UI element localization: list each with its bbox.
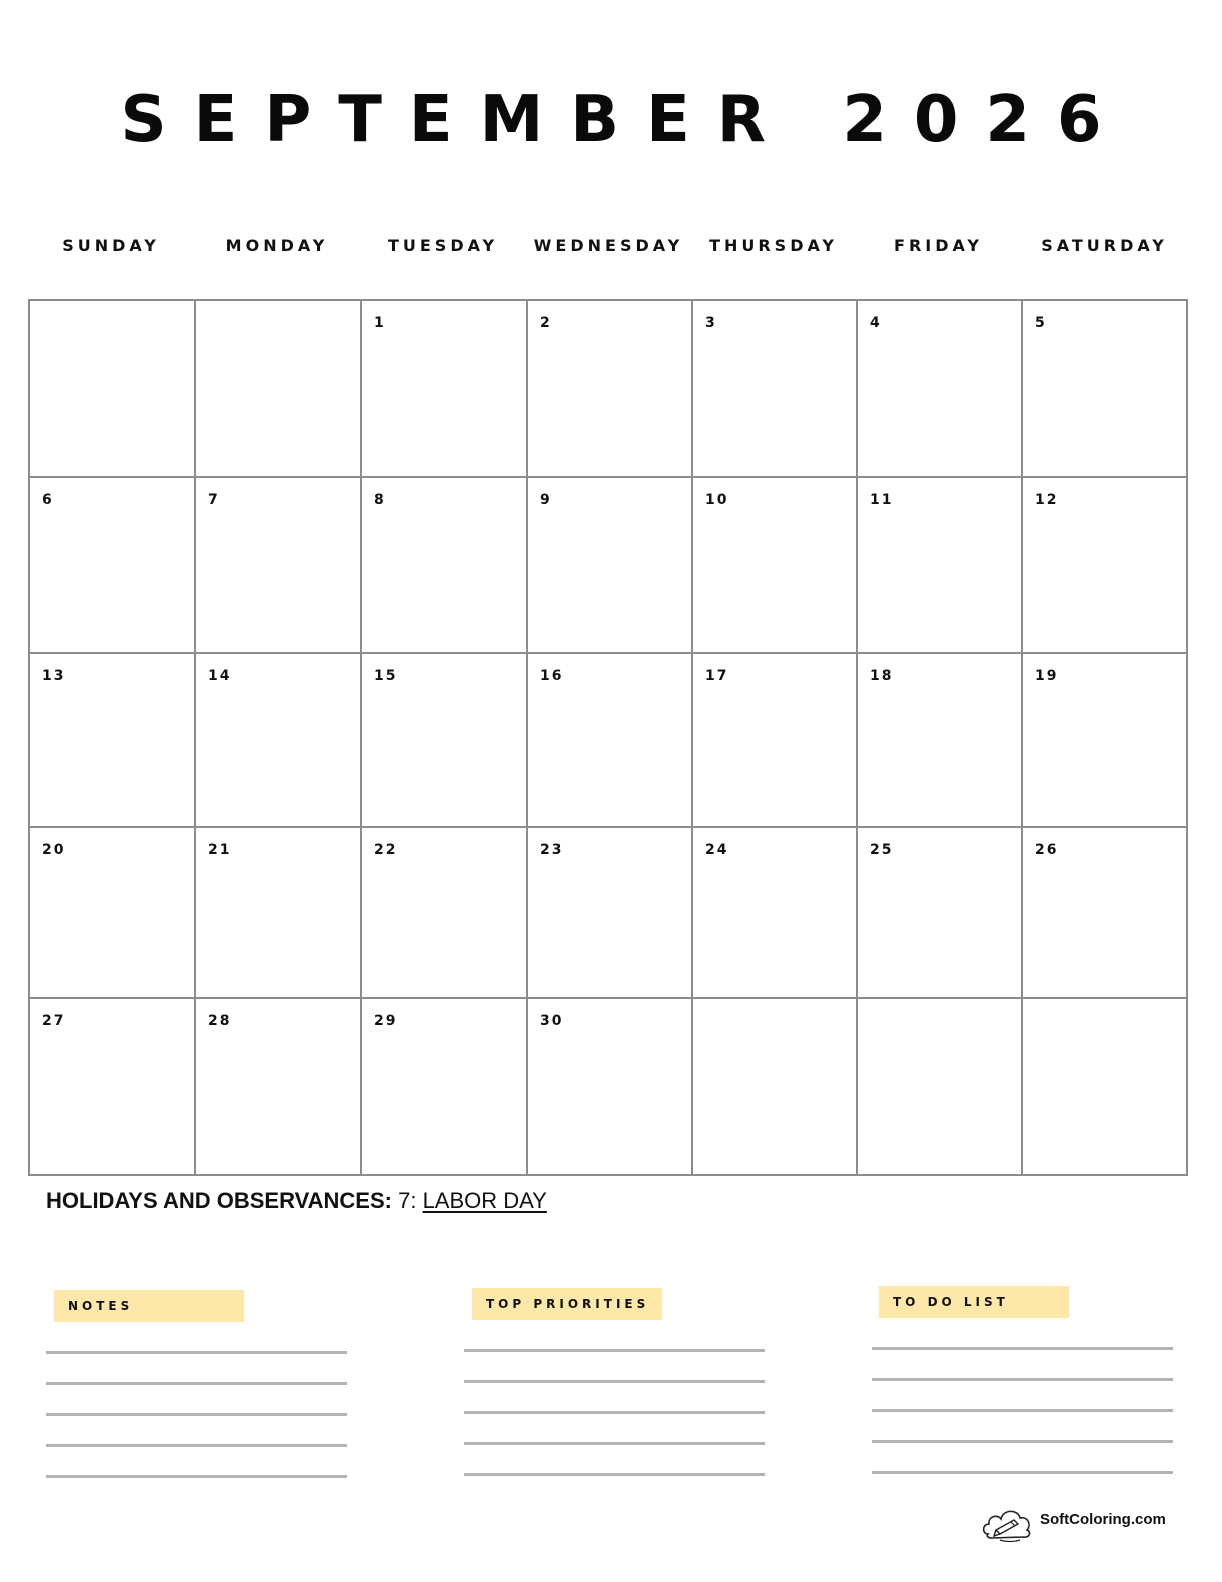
day-cell xyxy=(1023,654,1190,828)
brand-name: SoftColoring.com xyxy=(1040,1511,1166,1528)
day-number: 11 xyxy=(870,492,894,508)
writing-line xyxy=(46,1413,347,1416)
day-number: 30 xyxy=(540,1013,564,1029)
day-number: 9 xyxy=(540,492,552,508)
day-number: 14 xyxy=(208,668,232,684)
holiday-name: LABOR DAY xyxy=(422,1188,547,1213)
day-cell xyxy=(30,654,196,828)
notes-tag: NOTES xyxy=(54,1290,244,1322)
day-number: 18 xyxy=(870,668,894,684)
weekday-monday: MONDAY xyxy=(225,236,329,255)
day-number: 24 xyxy=(705,842,729,858)
holidays-label: HOLIDAYS AND OBSERVANCES: xyxy=(46,1188,392,1213)
writing-line xyxy=(464,1411,765,1414)
writing-line xyxy=(46,1444,347,1447)
brand-logo xyxy=(980,1498,1180,1546)
day-number: 6 xyxy=(42,492,54,508)
day-cell xyxy=(858,478,1023,654)
day-cell xyxy=(528,828,693,999)
day-number: 5 xyxy=(1035,315,1047,331)
day-cell xyxy=(362,301,528,478)
day-cell xyxy=(858,301,1023,478)
writing-line xyxy=(872,1347,1173,1350)
day-cell xyxy=(528,301,693,478)
day-cell xyxy=(693,999,858,1178)
day-number: 23 xyxy=(540,842,564,858)
day-number: 22 xyxy=(374,842,398,858)
day-number: 17 xyxy=(705,668,729,684)
day-number: 7 xyxy=(208,492,220,508)
day-cell xyxy=(196,999,362,1178)
writing-line xyxy=(46,1475,347,1478)
calendar-title: SEPTEMBER 2026 xyxy=(120,83,1129,157)
day-number: 27 xyxy=(42,1013,66,1029)
day-number: 20 xyxy=(42,842,66,858)
writing-line xyxy=(464,1473,765,1476)
day-number: 3 xyxy=(705,315,717,331)
holiday-date: 7: xyxy=(398,1188,417,1213)
top-priorities-tag: TOP PRIORITIES xyxy=(472,1288,662,1320)
day-cell xyxy=(362,999,528,1178)
weekday-header xyxy=(28,234,1188,258)
day-number: 4 xyxy=(870,315,882,331)
day-cell xyxy=(528,999,693,1178)
day-cell xyxy=(196,654,362,828)
day-number: 26 xyxy=(1035,842,1059,858)
day-cell xyxy=(528,478,693,654)
writing-line xyxy=(872,1471,1173,1474)
to-do-list-tag: TO DO LIST xyxy=(879,1286,1069,1318)
day-cell xyxy=(693,478,858,654)
day-cell xyxy=(693,301,858,478)
writing-line xyxy=(46,1382,347,1385)
day-cell xyxy=(1023,828,1190,999)
weekday-tuesday: TUESDAY xyxy=(387,236,499,255)
writing-line xyxy=(464,1349,765,1352)
weekday-sunday: SUNDAY xyxy=(62,236,160,255)
writing-line xyxy=(872,1409,1173,1412)
weekday-wednesday: WEDNESDAY xyxy=(533,236,684,255)
day-cell xyxy=(858,999,1023,1178)
day-cell xyxy=(30,478,196,654)
day-number: 2 xyxy=(540,315,552,331)
day-number: 12 xyxy=(1035,492,1059,508)
day-number: 15 xyxy=(374,668,398,684)
writing-line xyxy=(464,1442,765,1445)
weekday-thursday: THURSDAY xyxy=(709,236,838,255)
day-cell xyxy=(362,828,528,999)
writing-line xyxy=(872,1378,1173,1381)
day-cell xyxy=(858,828,1023,999)
day-cell xyxy=(362,654,528,828)
day-number: 10 xyxy=(705,492,729,508)
day-number: 21 xyxy=(208,842,232,858)
writing-line xyxy=(872,1440,1173,1443)
holidays-line xyxy=(46,1186,547,1216)
day-cell xyxy=(30,828,196,999)
day-number: 25 xyxy=(870,842,894,858)
day-cell xyxy=(693,828,858,999)
day-number: 8 xyxy=(374,492,386,508)
weekday-saturday: SATURDAY xyxy=(1041,236,1168,255)
day-number: 19 xyxy=(1035,668,1059,684)
day-cell xyxy=(196,828,362,999)
day-cell xyxy=(1023,999,1190,1178)
day-number: 1 xyxy=(374,315,386,331)
cloud-pencil-icon xyxy=(980,1500,1038,1544)
day-cell xyxy=(30,999,196,1178)
day-number: 16 xyxy=(540,668,564,684)
day-cell xyxy=(196,301,362,478)
writing-line xyxy=(464,1380,765,1383)
day-cell xyxy=(693,654,858,828)
calendar-grid xyxy=(28,299,1188,1176)
weekday-friday: FRIDAY xyxy=(894,236,983,255)
day-cell xyxy=(1023,478,1190,654)
day-number: 28 xyxy=(208,1013,232,1029)
day-cell xyxy=(362,478,528,654)
day-cell xyxy=(30,301,196,478)
day-number: 29 xyxy=(374,1013,398,1029)
writing-line xyxy=(46,1351,347,1354)
day-cell xyxy=(196,478,362,654)
day-number: 13 xyxy=(42,668,66,684)
day-cell xyxy=(528,654,693,828)
day-cell xyxy=(858,654,1023,828)
day-cell xyxy=(1023,301,1190,478)
